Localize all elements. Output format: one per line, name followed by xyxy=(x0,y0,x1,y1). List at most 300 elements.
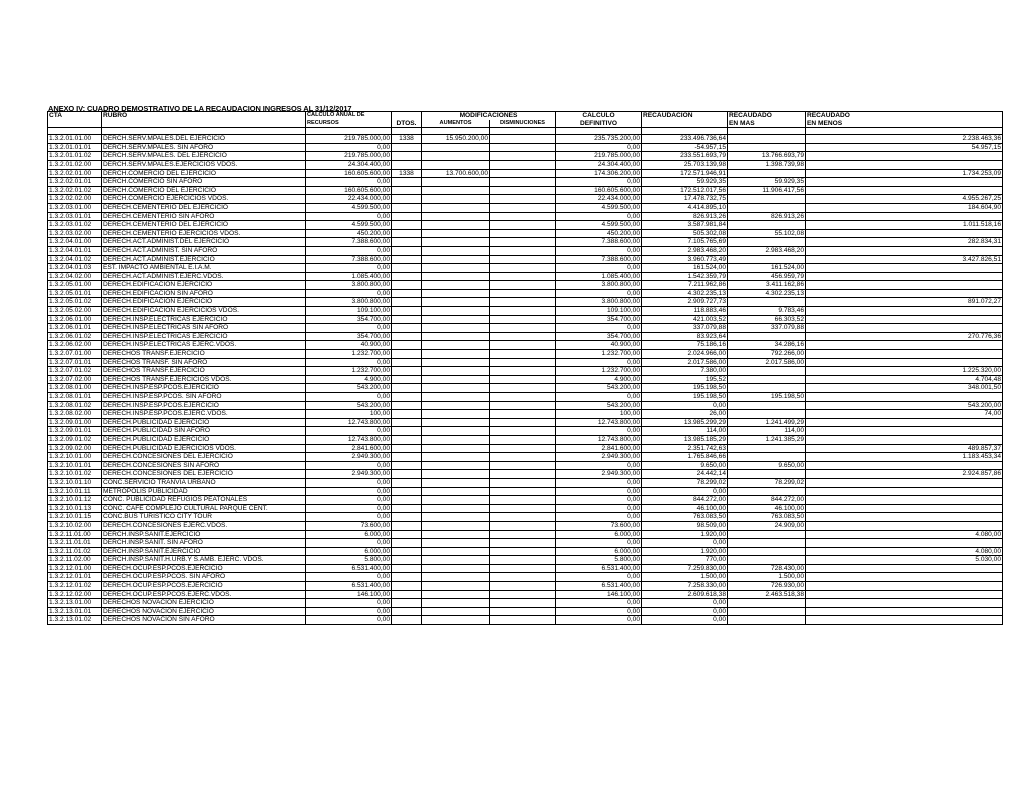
col-header-modificaciones: MODIFICACIONES xyxy=(422,112,556,120)
cell-cta: 1.3.2.10.01.12 xyxy=(48,496,102,505)
cell-disminuciones xyxy=(490,212,556,221)
cell-calculo-anual: 109.100,00 xyxy=(306,307,392,316)
cell-rubro: DERECH.ACT.ADMINIST.DEL EJERCICIO xyxy=(102,238,306,247)
cell-dtos xyxy=(392,590,422,599)
table-row xyxy=(48,573,1003,582)
cell-recaudado-en-mas: 1.241.499,29 xyxy=(728,418,806,427)
table-row xyxy=(48,410,1003,419)
cell-calculo-anual: 146.100,00 xyxy=(306,590,392,599)
cell-cta: 1.3.2.01.01.02 xyxy=(48,152,102,161)
cell-calculo-definitivo: 12.743.800,00 xyxy=(556,418,642,427)
cell-dtos xyxy=(392,530,422,539)
cell-recaudado-en-mas xyxy=(728,135,806,144)
cell-recaudado-en-menos: 348.001,50 xyxy=(806,384,1003,393)
cell-rubro: DERECH.PUBLICIDAD SIN AFORO xyxy=(102,427,306,436)
cell-calculo-definitivo: 0,00 xyxy=(556,246,642,255)
table-row xyxy=(48,135,1003,144)
cell-recaudacion: 13.985.299,29 xyxy=(642,418,728,427)
cell-dtos xyxy=(392,229,422,238)
cell-recaudacion: 844.272,00 xyxy=(642,496,728,505)
cell-cta: 1.3.2.04.01.01 xyxy=(48,246,102,255)
cell-disminuciones xyxy=(490,401,556,410)
cell-calculo-anual: 4.900,00 xyxy=(306,375,392,384)
cell-disminuciones xyxy=(490,461,556,470)
cell-rubro: DERECH.INSP.ESP.PCOS.EJERC.VDOS. xyxy=(102,410,306,419)
cell-calculo-definitivo: 6.000,00 xyxy=(556,547,642,556)
cell-disminuciones xyxy=(490,229,556,238)
cell-dtos xyxy=(392,435,422,444)
cell-rubro: DERECH.INSP.ELECTRICAS SIN AFORO xyxy=(102,324,306,333)
cell-recaudacion: 161.524,00 xyxy=(642,264,728,273)
cell-calculo-definitivo: 0,00 xyxy=(556,212,642,221)
cell-dtos xyxy=(392,393,422,402)
table-row xyxy=(48,341,1003,350)
cell-dtos xyxy=(392,556,422,565)
cell-cta: 1.3.2.09.01.01 xyxy=(48,427,102,436)
cell-aumentos xyxy=(422,513,490,522)
cell-aumentos xyxy=(422,332,490,341)
cell-dtos xyxy=(392,272,422,281)
col-header-dtos: DTOS. xyxy=(392,120,422,128)
cell-calculo-definitivo: 40.900,00 xyxy=(556,341,642,350)
cell-calculo-definitivo: 543.200,00 xyxy=(556,384,642,393)
cell-rubro: DERECH.EDIFICACION EJERCICIO xyxy=(102,281,306,290)
cell-aumentos xyxy=(422,152,490,161)
cell-aumentos xyxy=(422,186,490,195)
cell-rubro: DERECH.CEMENTERIO DEL EJERCICIO xyxy=(102,221,306,230)
cell-rubro: DERECHOS NOVACION EJERCICIO xyxy=(102,607,306,616)
cell-cta: 1.3.2.03.02.00 xyxy=(48,229,102,238)
cell-calculo-anual: 0,00 xyxy=(306,539,392,548)
cell-rubro: DERCH.INSP.SANIT.EJERCICIO xyxy=(102,547,306,556)
cell-aumentos xyxy=(422,255,490,264)
cell-calculo-anual: 0,00 xyxy=(306,246,392,255)
cell-recaudado-en-mas xyxy=(728,470,806,479)
cell-recaudado-en-menos: 270.776,36 xyxy=(806,332,1003,341)
cell-calculo-anual: 100,00 xyxy=(306,410,392,419)
cell-aumentos xyxy=(422,478,490,487)
cell-recaudacion: 505.302,08 xyxy=(642,229,728,238)
cell-calculo-anual: 354.700,00 xyxy=(306,315,392,324)
cell-calculo-definitivo: 0,00 xyxy=(556,393,642,402)
cell-recaudacion: 172.571.946,91 xyxy=(642,169,728,178)
table-row xyxy=(48,315,1003,324)
cell-calculo-anual: 0,00 xyxy=(306,607,392,616)
cell-disminuciones xyxy=(490,255,556,264)
table-row xyxy=(48,186,1003,195)
cell-disminuciones xyxy=(490,203,556,212)
cell-calculo-definitivo: 3.800.800,00 xyxy=(556,281,642,290)
cell-calculo-definitivo: 6.000,00 xyxy=(556,530,642,539)
cell-recaudado-en-mas: 11.906.417,56 xyxy=(728,186,806,195)
cell-recaudacion: 763.083,50 xyxy=(642,513,728,522)
cell-recaudacion: 3.587.981,84 xyxy=(642,221,728,230)
cell-aumentos xyxy=(422,461,490,470)
cell-calculo-definitivo: 4.599.500,00 xyxy=(556,203,642,212)
table-row xyxy=(48,367,1003,376)
cell-disminuciones xyxy=(490,152,556,161)
cell-aumentos xyxy=(422,160,490,169)
cell-recaudado-en-menos: 4.080,00 xyxy=(806,530,1003,539)
cell-recaudado-en-mas: 728.430,00 xyxy=(728,564,806,573)
cell-calculo-definitivo: 5.800,00 xyxy=(556,556,642,565)
table-row xyxy=(48,590,1003,599)
cell-recaudacion: 195,52 xyxy=(642,375,728,384)
cell-rubro: DERECH.OCUP.ESP.PCOS. SIN AFORO xyxy=(102,573,306,582)
cell-recaudado-en-menos xyxy=(806,307,1003,316)
cell-recaudado-en-mas xyxy=(728,530,806,539)
cell-recaudacion: 0,00 xyxy=(642,607,728,616)
cell-recaudacion: 1.765.846,66 xyxy=(642,453,728,462)
cell-recaudado-en-mas xyxy=(728,410,806,419)
cell-recaudado-en-menos xyxy=(806,264,1003,273)
table-row xyxy=(48,435,1003,444)
cell-aumentos xyxy=(422,582,490,591)
cell-cta: 1.3.2.02.01.01 xyxy=(48,178,102,187)
cell-recaudado-en-menos: 1.183.453,34 xyxy=(806,453,1003,462)
cell-recaudado-en-menos xyxy=(806,393,1003,402)
cell-calculo-definitivo: 0,00 xyxy=(556,178,642,187)
cell-rubro: EST. IMPACTO AMBIENTAL E.I.A.M. xyxy=(102,264,306,273)
cell-aumentos xyxy=(422,435,490,444)
cell-rubro: DERECH.ACT.ADMINIST. SIN AFORO xyxy=(102,246,306,255)
cell-recaudado-en-mas: 763.083,50 xyxy=(728,513,806,522)
cell-dtos xyxy=(392,401,422,410)
cell-disminuciones xyxy=(490,384,556,393)
table-row xyxy=(48,564,1003,573)
recaudacion-table xyxy=(47,111,1003,625)
table-row xyxy=(48,195,1003,204)
cell-recaudacion: 4.302.235,13 xyxy=(642,289,728,298)
cell-recaudacion: 826.913,26 xyxy=(642,212,728,221)
table-row xyxy=(48,358,1003,367)
cell-recaudado-en-menos xyxy=(806,358,1003,367)
cell-calculo-definitivo: 100,00 xyxy=(556,410,642,419)
cell-aumentos xyxy=(422,444,490,453)
cell-recaudado-en-mas xyxy=(728,401,806,410)
cell-dtos xyxy=(392,195,422,204)
table-row xyxy=(48,401,1003,410)
cell-cta: 1.3.2.07.01.02 xyxy=(48,367,102,376)
cell-dtos xyxy=(392,504,422,513)
cell-recaudado-en-mas xyxy=(728,487,806,496)
cell-calculo-definitivo: 174.306.200,00 xyxy=(556,169,642,178)
cell-recaudado-en-menos xyxy=(806,521,1003,530)
cell-rubro: DERECH.CONCESIONES EJERC.VDOS. xyxy=(102,521,306,530)
cell-recaudado-en-mas: 114,00 xyxy=(728,427,806,436)
cell-calculo-anual: 160.605.600,00 xyxy=(306,186,392,195)
cell-recaudacion: 0,00 xyxy=(642,539,728,548)
cell-calculo-anual: 6.000,00 xyxy=(306,547,392,556)
cell-disminuciones xyxy=(490,289,556,298)
cell-cta: 1.3.2.01.01.01 xyxy=(48,143,102,152)
cell-calculo-anual: 2.949.300,00 xyxy=(306,453,392,462)
cell-recaudado-en-menos: 5.030,00 xyxy=(806,556,1003,565)
cell-disminuciones xyxy=(490,332,556,341)
cell-disminuciones xyxy=(490,564,556,573)
cell-recaudacion: 0,00 xyxy=(642,487,728,496)
cell-dtos xyxy=(392,186,422,195)
cell-rubro: DERECH.EDIFICACION SIN AFORO xyxy=(102,289,306,298)
cell-dtos xyxy=(392,573,422,582)
cell-recaudacion: 46.100,00 xyxy=(642,504,728,513)
cell-calculo-definitivo: 0,00 xyxy=(556,573,642,582)
cell-rubro: DERECH.EDIFICACION EJERCICIO xyxy=(102,298,306,307)
cell-rubro: DERECHOS TRANSF.EJERCICIO xyxy=(102,350,306,359)
cell-rubro: DERECHOS TRANSF. SIN AFORO xyxy=(102,358,306,367)
cell-disminuciones xyxy=(490,616,556,625)
cell-cta: 1.3.2.04.02.00 xyxy=(48,272,102,281)
cell-recaudacion: 13.985.185,29 xyxy=(642,435,728,444)
cell-aumentos xyxy=(422,539,490,548)
cell-calculo-definitivo: 2.841.600,00 xyxy=(556,444,642,453)
cell-calculo-anual: 24.304.400,00 xyxy=(306,160,392,169)
table-row xyxy=(48,203,1003,212)
cell-dtos xyxy=(392,375,422,384)
cell-calculo-anual: 0,00 xyxy=(306,393,392,402)
cell-aumentos xyxy=(422,307,490,316)
cell-rubro: CONC.BUS TURISTICO CITY TOUR xyxy=(102,513,306,522)
cell-aumentos xyxy=(422,573,490,582)
cell-calculo-anual: 12.743.800,00 xyxy=(306,435,392,444)
cell-calculo-anual: 3.800.800,00 xyxy=(306,298,392,307)
cell-recaudacion: 2.351.742,63 xyxy=(642,444,728,453)
cell-recaudado-en-menos: 184.604,90 xyxy=(806,203,1003,212)
cell-calculo-anual: 0,00 xyxy=(306,143,392,152)
cell-rubro: DERECH.INSP.ESP.PCOS.EJERCICIO xyxy=(102,384,306,393)
cell-recaudado-en-menos xyxy=(806,272,1003,281)
cell-calculo-anual: 219.785.000,00 xyxy=(306,135,392,144)
cell-dtos xyxy=(392,616,422,625)
cell-dtos xyxy=(392,478,422,487)
cell-dtos xyxy=(392,410,422,419)
cell-calculo-anual: 6.531.400,00 xyxy=(306,564,392,573)
cell-disminuciones xyxy=(490,444,556,453)
cell-rubro: DERECH.CONCESIONES DEL EJERCICIO xyxy=(102,453,306,462)
cell-disminuciones xyxy=(490,160,556,169)
cell-aumentos xyxy=(422,375,490,384)
table-row xyxy=(48,289,1003,298)
cell-recaudado-en-mas xyxy=(728,547,806,556)
cell-recaudado-en-menos: 54.957,15 xyxy=(806,143,1003,152)
cell-recaudado-en-mas: 46.100,00 xyxy=(728,504,806,513)
cell-disminuciones xyxy=(490,358,556,367)
cell-disminuciones xyxy=(490,573,556,582)
cell-cta: 1.3.2.03.01.01 xyxy=(48,212,102,221)
cell-cta: 1.3.2.12.01.01 xyxy=(48,573,102,582)
cell-cta: 1.3.2.07.01.00 xyxy=(48,350,102,359)
cell-cta: 1.3.2.10.01.01 xyxy=(48,461,102,470)
cell-aumentos: 15.950.200,00 xyxy=(422,135,490,144)
cell-disminuciones xyxy=(490,272,556,281)
cell-recaudado-en-mas: 2.983.468,20 xyxy=(728,246,806,255)
cell-disminuciones xyxy=(490,470,556,479)
cell-recaudado-en-mas xyxy=(728,238,806,247)
cell-disminuciones xyxy=(490,307,556,316)
cell-recaudacion: 17.478.732,75 xyxy=(642,195,728,204)
cell-aumentos xyxy=(422,487,490,496)
cell-recaudado-en-menos: 543.200,00 xyxy=(806,401,1003,410)
cell-cta: 1.3.2.10.01.02 xyxy=(48,470,102,479)
cell-rubro: DERECH.INSP.ELECTRICAS EJERCICIO xyxy=(102,315,306,324)
cell-recaudado-en-menos xyxy=(806,513,1003,522)
cell-recaudacion: 1.542.359,79 xyxy=(642,272,728,281)
cell-dtos: 1338 xyxy=(392,135,422,144)
cell-calculo-anual: 0,00 xyxy=(306,496,392,505)
table-row xyxy=(48,169,1003,178)
table-row xyxy=(48,607,1003,616)
cell-disminuciones xyxy=(490,410,556,419)
cell-rubro: CONC. PUBLICIDAD REFUGIOS PEATONALES xyxy=(102,496,306,505)
cell-recaudado-en-menos: 1.225.320,00 xyxy=(806,367,1003,376)
cell-calculo-definitivo: 0,00 xyxy=(556,143,642,152)
cell-disminuciones xyxy=(490,315,556,324)
table-row xyxy=(48,229,1003,238)
cell-rubro: DERECH.INSP.ESP.PCOS. SIN AFORO xyxy=(102,393,306,402)
cell-recaudado-en-mas: 2.463.518,38 xyxy=(728,590,806,599)
cell-calculo-definitivo: 0,00 xyxy=(556,513,642,522)
cell-aumentos xyxy=(422,530,490,539)
cell-cta: 1.3.2.13.01.01 xyxy=(48,607,102,616)
cell-recaudado-en-mas: 59.929,35 xyxy=(728,178,806,187)
cell-disminuciones xyxy=(490,582,556,591)
cell-disminuciones xyxy=(490,539,556,548)
cell-rubro: DERECHOS TRANSF.EJERCICIOS VDOS. xyxy=(102,375,306,384)
cell-recaudacion: 1.500,00 xyxy=(642,573,728,582)
cell-calculo-anual: 40.900,00 xyxy=(306,341,392,350)
cell-calculo-anual: 0,00 xyxy=(306,264,392,273)
cell-dtos xyxy=(392,203,422,212)
cell-aumentos xyxy=(422,410,490,419)
cell-disminuciones xyxy=(490,246,556,255)
cell-recaudacion: 7.211.962,86 xyxy=(642,281,728,290)
col-header-aumentos: AUMENTOS xyxy=(422,120,490,128)
col-header-rubro-sub xyxy=(102,120,306,128)
cell-recaudado-en-mas xyxy=(728,367,806,376)
cell-cta: 1.3.2.05.01.00 xyxy=(48,281,102,290)
cell-calculo-anual: 6.000,00 xyxy=(306,530,392,539)
cell-calculo-anual: 0,00 xyxy=(306,178,392,187)
cell-disminuciones xyxy=(490,504,556,513)
cell-recaudacion: 75.186,16 xyxy=(642,341,728,350)
cell-calculo-anual: 2.841.600,00 xyxy=(306,444,392,453)
table-row xyxy=(48,470,1003,479)
cell-disminuciones xyxy=(490,487,556,496)
cell-recaudacion: 98.509,00 xyxy=(642,521,728,530)
cell-recaudado-en-mas xyxy=(728,255,806,264)
cell-aumentos xyxy=(422,315,490,324)
cell-recaudado-en-menos: 2.238.463,36 xyxy=(806,135,1003,144)
cell-calculo-definitivo: 354.700,00 xyxy=(556,315,642,324)
cell-aumentos xyxy=(422,616,490,625)
cell-cta: 1.3.2.05.02.00 xyxy=(48,307,102,316)
cell-calculo-definitivo: 0,00 xyxy=(556,324,642,333)
cell-calculo-anual: 543.200,00 xyxy=(306,401,392,410)
cell-recaudado-en-menos: 1.734.253,09 xyxy=(806,169,1003,178)
cell-dtos: 1338 xyxy=(392,169,422,178)
cell-cta: 1.3.2.11.01.02 xyxy=(48,547,102,556)
col-header-en-menos: EN MENOS xyxy=(806,120,1003,128)
cell-recaudado-en-mas: 792.266,00 xyxy=(728,350,806,359)
cell-disminuciones xyxy=(490,418,556,427)
cell-aumentos xyxy=(422,246,490,255)
cell-calculo-definitivo: 6.531.400,00 xyxy=(556,582,642,591)
cell-calculo-anual: 160.605.600,00 xyxy=(306,169,392,178)
cell-calculo-definitivo: 109.100,00 xyxy=(556,307,642,316)
col-header-dtos-top xyxy=(392,112,422,120)
cell-cta: 1.3.2.13.01.00 xyxy=(48,599,102,608)
cell-calculo-definitivo: 0,00 xyxy=(556,607,642,616)
header-row-2 xyxy=(48,120,1003,128)
cell-rubro: DERECH.PUBLICIDAD EJERCICIO xyxy=(102,418,306,427)
table-row xyxy=(48,427,1003,436)
cell-calculo-definitivo: 0,00 xyxy=(556,289,642,298)
cell-dtos xyxy=(392,350,422,359)
cell-recaudado-en-mas: 9.783,46 xyxy=(728,307,806,316)
cell-dtos xyxy=(392,521,422,530)
cell-recaudado-en-menos xyxy=(806,539,1003,548)
cell-dtos xyxy=(392,332,422,341)
cell-disminuciones xyxy=(490,135,556,144)
cell-rubro: DERECHOS NOVACION EJERCICIO xyxy=(102,599,306,608)
cell-calculo-definitivo: 0,00 xyxy=(556,427,642,436)
table-row xyxy=(48,307,1003,316)
cell-aumentos xyxy=(422,556,490,565)
cell-cta: 1.3.2.02.01.02 xyxy=(48,186,102,195)
cell-calculo-definitivo: 6.531.400,00 xyxy=(556,564,642,573)
cell-recaudado-en-mas xyxy=(728,539,806,548)
table-row xyxy=(48,375,1003,384)
table-row xyxy=(48,143,1003,152)
table-row xyxy=(48,487,1003,496)
cell-recaudado-en-mas xyxy=(728,444,806,453)
cell-recaudado-en-mas xyxy=(728,195,806,204)
cell-calculo-definitivo: 0,00 xyxy=(556,461,642,470)
cell-dtos xyxy=(392,160,422,169)
cell-disminuciones xyxy=(490,547,556,556)
cell-dtos xyxy=(392,367,422,376)
cell-disminuciones xyxy=(490,556,556,565)
cell-recaudado-en-menos xyxy=(806,229,1003,238)
cell-rubro: DERECH.ACT.ADMINIST.EJERC.VDOS. xyxy=(102,272,306,281)
cell-rubro: DERECH.CONCESIONES SIN AFORO xyxy=(102,461,306,470)
cell-aumentos xyxy=(422,590,490,599)
cell-recaudacion: 83.923,64 xyxy=(642,332,728,341)
cell-recaudado-en-menos: 2.924.857,86 xyxy=(806,470,1003,479)
cell-cta: 1.3.2.04.01.02 xyxy=(48,255,102,264)
cell-cta: 1.3.2.10.01.13 xyxy=(48,504,102,513)
cell-aumentos: 13.700.600,00 xyxy=(422,169,490,178)
cell-aumentos xyxy=(422,178,490,187)
cell-recaudado-en-menos xyxy=(806,212,1003,221)
cell-calculo-anual: 0,00 xyxy=(306,289,392,298)
cell-dtos xyxy=(392,307,422,316)
cell-recaudacion: 4.414.895,10 xyxy=(642,203,728,212)
cell-calculo-anual: 219.785.000,00 xyxy=(306,152,392,161)
cell-recaudacion: 1.920,00 xyxy=(642,547,728,556)
table-row xyxy=(48,582,1003,591)
cell-calculo-definitivo: 3.800.800,00 xyxy=(556,298,642,307)
cell-recaudado-en-mas xyxy=(728,332,806,341)
cell-cta: 1.3.2.03.01.00 xyxy=(48,203,102,212)
cell-recaudado-en-menos xyxy=(806,590,1003,599)
cell-rubro: DERECH.INSP.ELECTRICAS EJERCICIO xyxy=(102,332,306,341)
cell-recaudado-en-mas: 726.930,00 xyxy=(728,582,806,591)
cell-recaudado-en-menos xyxy=(806,564,1003,573)
table-row xyxy=(48,350,1003,359)
table-row xyxy=(48,152,1003,161)
cell-cta: 1.3.2.09.01.02 xyxy=(48,435,102,444)
